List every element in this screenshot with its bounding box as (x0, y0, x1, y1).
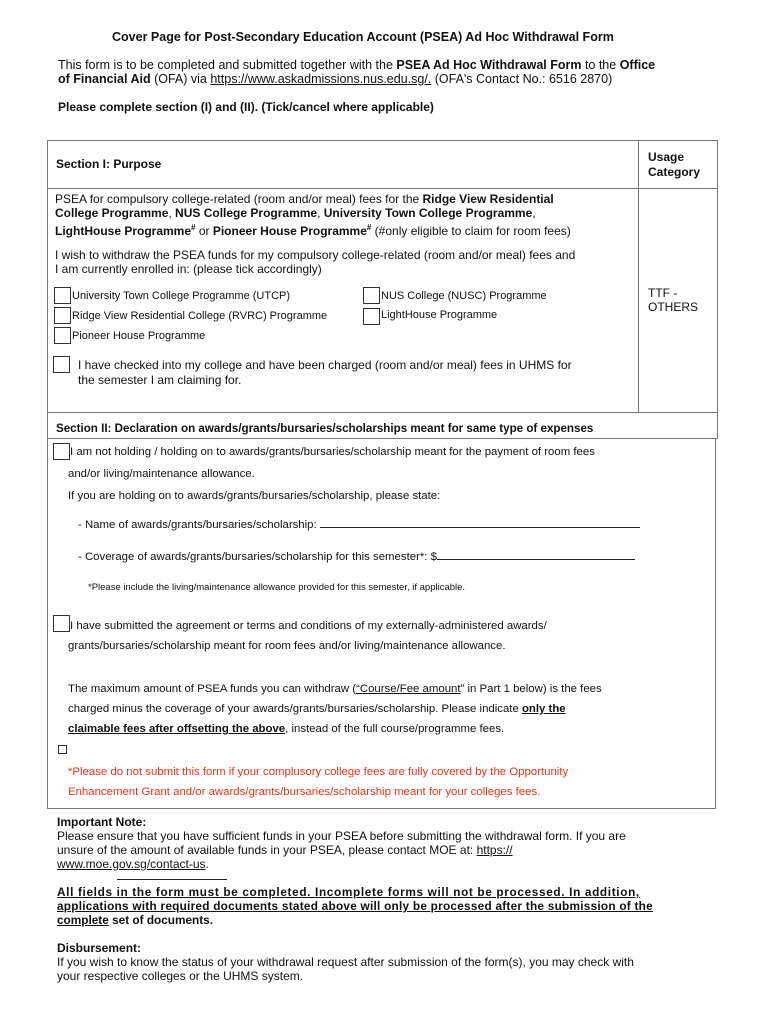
agreement-line-1: I have submitted the agreement or terms and conditions of my externally-administered awards/ (70, 620, 547, 632)
instruction: Please complete section (I) and (II). (Tick/cancel where applicable) (58, 100, 434, 114)
award-name-field[interactable] (320, 515, 640, 528)
max-amount-text: charged minus the coverage of your awards/grants/bursaries/scholarship. Please indicate (68, 703, 522, 715)
award-coverage-row (78, 547, 635, 565)
usage-category-value: TTF - (648, 286, 678, 300)
award-holding-line-1: I am not holding / holding on to awards/grants/bursaries/scholarship meant for the payment of room fees (70, 446, 595, 458)
purpose-line-1 (55, 192, 554, 207)
intro-office: Office (619, 58, 656, 72)
intro-office: of Financial Aid (58, 72, 151, 86)
table-right-border-lower (715, 438, 716, 808)
utcp-label: University Town College Programme (UTCP) (72, 290, 291, 302)
important-note-line-1: Please ensure that you have sufficient funds in your PSEA before submitting the withdrawal form. If you are (57, 829, 626, 843)
claimable-emphasis: only the (521, 703, 566, 715)
purpose-text: , (168, 206, 176, 220)
warning-line-2: Enhancement Grant and/or awards/grants/bursaries/scholarship meant for your colleges fees. (68, 786, 541, 798)
warning-line-1: *Please do not submit this form if your complusory college fees are fully covered by the Opportunity (68, 766, 569, 778)
award-holding-line-2: and/or living/maintenance allowance. (68, 468, 255, 480)
intro-text: to the (581, 58, 620, 72)
ofa-link[interactable]: https://www.askadmissions.nus.edu.sg/. (210, 72, 432, 86)
table-right-border (717, 140, 718, 438)
checked-in-checkbox[interactable] (53, 356, 70, 373)
purpose-line-2 (55, 206, 536, 221)
moe-link[interactable]: https:// (476, 843, 513, 857)
programme-name: Ridge View Residential (422, 192, 554, 206)
footnote-mark: # (191, 223, 196, 232)
programme-name: NUS College Programme (175, 206, 318, 220)
intro-text: This form is to be completed and submitted together with the (58, 58, 397, 72)
category-heading: Category (648, 165, 701, 179)
table-bottom-border (47, 808, 716, 809)
all-fields-text: set of documents. (108, 913, 214, 927)
enrolment-line-1: I wish to withdraw the PSEA funds for my compulsory college-related (room and/or meal) fees and (55, 248, 576, 262)
max-amount-line-3 (68, 722, 504, 737)
purpose-text: PSEA for compulsory college-related (room and/or meal) fees for the (55, 192, 423, 206)
purpose-line-3 (55, 220, 571, 239)
all-fields-line-2: applications with required documents stated above will only be processed after the submission of the (57, 899, 653, 913)
section2-heading-border (47, 438, 718, 439)
ofa-contact: (OFA's Contact No.: 6516 2870) (431, 72, 613, 86)
purpose-text: , (532, 206, 536, 220)
intro-line-1 (58, 58, 655, 73)
course-fee-amount-ref: “Course/Fee amount (356, 683, 461, 695)
purpose-text: , (317, 206, 324, 220)
disbursement-line-2: your respective colleges or the UHMS system. (57, 969, 304, 983)
award-name-label: - Name of awards/grants/bursaries/scholarship: (78, 519, 320, 531)
table-left-border (47, 140, 48, 808)
rvrc-checkbox[interactable] (54, 307, 71, 324)
checked-in-line-2: the semester I am claiming for. (78, 373, 242, 387)
max-amount-line-2 (68, 702, 566, 717)
enrolment-line-2: I am currently enrolled in: (please tick accordingly) (55, 262, 322, 276)
nusc-checkbox[interactable] (363, 287, 380, 304)
intro-form-name: PSEA Ad Hoc Withdrawal Form (396, 58, 582, 72)
table-header-border (47, 188, 718, 189)
agreement-line-2: grants/bursaries/scholarship meant for room fees and/or living/maintenance allowance. (68, 640, 506, 652)
lighthouse-label: LightHouse Programme (381, 309, 498, 321)
complete-emphasis: complete (57, 913, 109, 927)
usage-column-divider (638, 140, 639, 412)
programme-name: University Town College Programme (323, 206, 533, 220)
intro-text: (OFA) via (150, 72, 211, 86)
important-note-line-2 (57, 843, 513, 858)
moe-link[interactable]: www.moe.gov.sg/contact-us (57, 857, 206, 871)
programme-name: Pioneer House Programme (212, 224, 367, 238)
max-amount-text: ” in Part 1 below) is the fees (460, 683, 602, 695)
small-checkbox[interactable] (58, 745, 67, 754)
section2-heading: Section II: Declaration on awards/grants/bursaries/scholarships meant for same type of expenses (56, 422, 594, 435)
form-title: Cover Page for Post-Secondary Education Account (PSEA) Ad Hoc Withdrawal Form (112, 30, 614, 44)
important-note-heading: Important Note: (57, 815, 147, 829)
award-coverage-label: - Coverage of awards/grants/bursaries/scholarship for this semester*: $ (78, 551, 437, 563)
max-amount-text: The maximum amount of PSEA funds you can withdraw ( (68, 683, 357, 695)
coverage-footnote: *Please include the living/maintenance allowance provided for this semester, if applicable. (88, 582, 466, 593)
footnote-mark: # (366, 223, 372, 232)
nusc-label: NUS College (NUSC) Programme (381, 290, 547, 302)
purpose-text: (#only eligible to claim for room fees) (371, 224, 571, 238)
max-amount-text: , instead of the full course/programme fees. (285, 723, 505, 735)
award-coverage-field[interactable] (437, 547, 635, 560)
disbursement-heading: Disbursement: (57, 941, 142, 955)
usage-category-value: OTHERS (648, 300, 699, 314)
award-holding-checkbox[interactable] (53, 443, 70, 460)
award-name-row (78, 515, 640, 533)
lighthouse-checkbox[interactable] (363, 308, 380, 325)
intro-line-2 (58, 72, 612, 87)
pioneer-checkbox[interactable] (54, 327, 71, 344)
utcp-checkbox[interactable] (54, 287, 71, 304)
table-top-border (47, 140, 718, 141)
important-note-text: unsure of the amount of available funds in your PSEA, please contact MOE at: (57, 843, 477, 857)
agreement-submitted-checkbox[interactable] (53, 615, 70, 632)
max-amount-line-1 (68, 682, 602, 697)
award-holding-line-3: If you are holding on to awards/grants/bursaries/scholarship, please state: (68, 490, 441, 502)
checked-in-line-1: I have checked into my college and have been charged (room and/or meal) fees in UHMS for (78, 358, 572, 372)
programme-name: College Programme (55, 206, 169, 220)
rvrc-label: Ridge View Residential College (RVRC) Programme (72, 310, 328, 322)
programme-name: LightHouse Programme (55, 224, 192, 238)
pioneer-label: Pioneer House Programme (72, 330, 206, 342)
usage-heading: Usage (648, 150, 685, 164)
disbursement-line-1: If you wish to know the status of your withdrawal request after submission of the form(s), you may check with (57, 955, 634, 969)
all-fields-line-1: All fields in the form must be completed. Incomplete forms will not be processed. In addition, (57, 885, 640, 899)
all-fields-line-3 (57, 913, 213, 928)
purpose-text: or (195, 224, 213, 238)
section1-bottom-border (47, 412, 718, 413)
important-note-text: . (205, 857, 209, 871)
separator-line (117, 879, 227, 880)
section1-heading: Section I: Purpose (56, 157, 162, 171)
claimable-emphasis: claimable fees after offsetting the above (68, 723, 286, 735)
important-note-line-3 (57, 857, 209, 872)
